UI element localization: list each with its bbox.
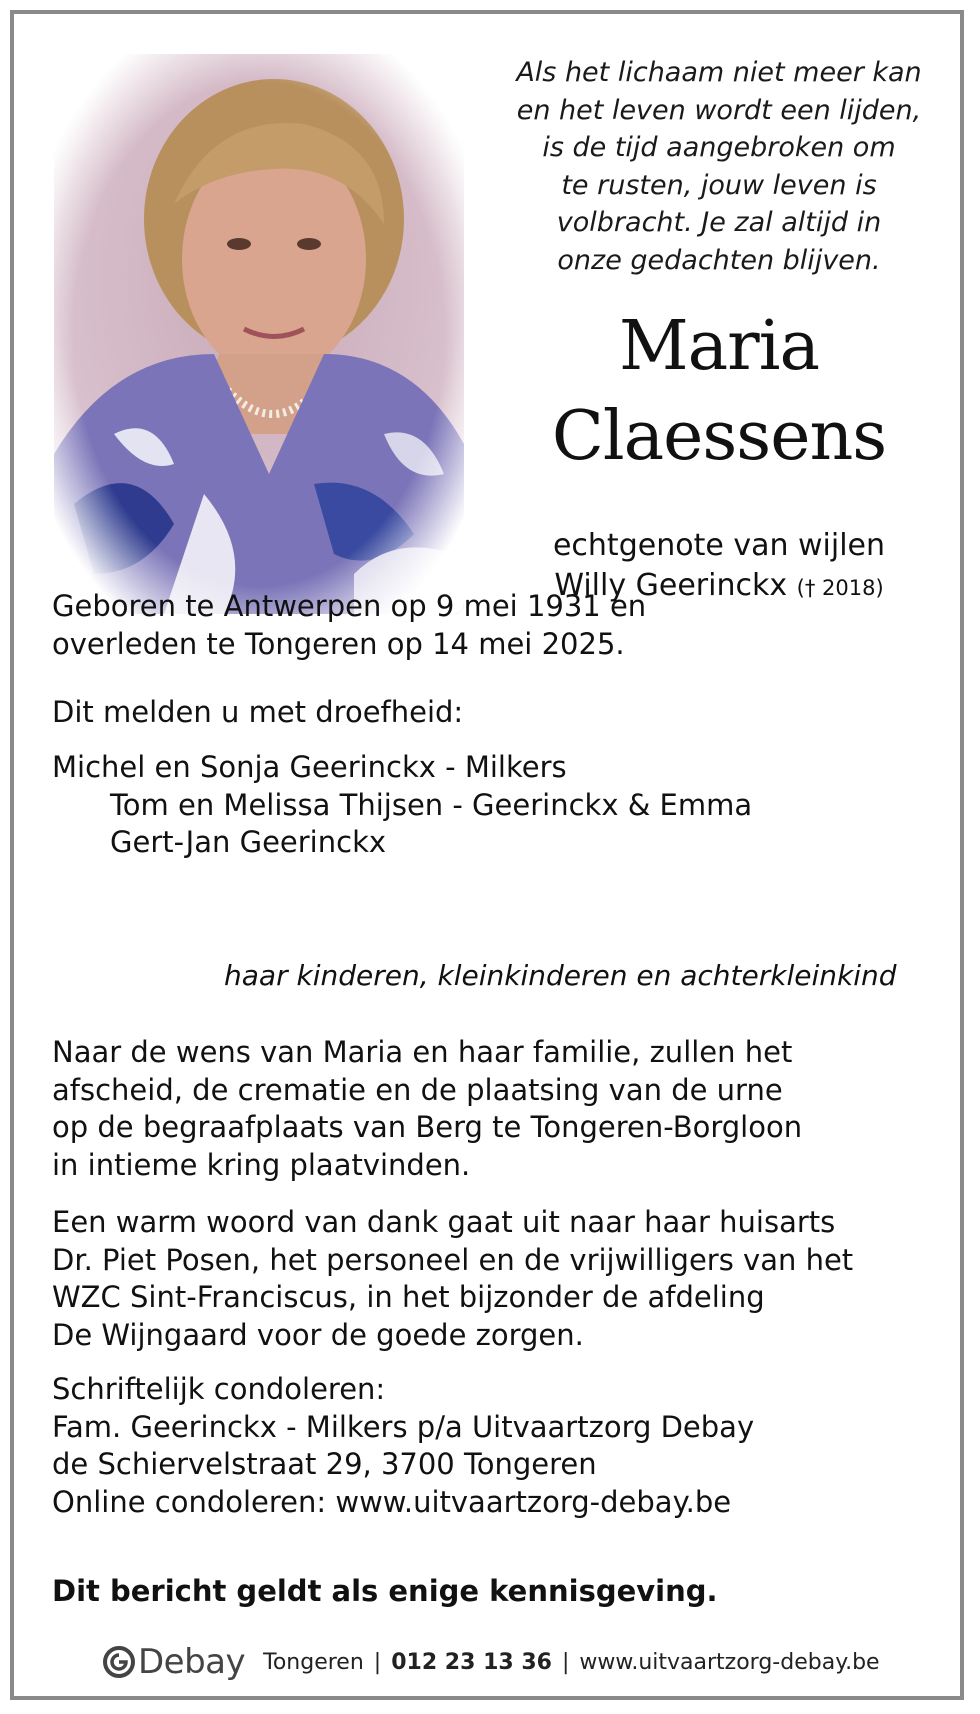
text-line: Schriftelijk condoleren:: [52, 1372, 386, 1406]
portrait-photo: [54, 54, 464, 614]
text-line: op de begraafplaats van Berg te Tongeren-Borgloon: [52, 1110, 803, 1144]
text-line: overleden te Tongeren op 14 mei 2025.: [52, 626, 625, 661]
text-line: Naar de wens van Maria en haar familie, zullen het: [52, 1035, 793, 1069]
poem-line: te rusten, jouw leven is: [561, 169, 877, 201]
text-line: Een warm woord van dank gaat uit naar haar huisarts: [52, 1205, 836, 1239]
poem-line: onze gedachten blijven.: [557, 244, 881, 276]
text-line: Online condoleren: www.uitvaartzorg-debay.be: [52, 1484, 732, 1519]
footer-separator: |: [373, 1649, 382, 1675]
text-line: Fam. Geerinckx - Milkers p/a Uitvaartzorg Debay: [52, 1409, 755, 1444]
birth-death-paragraph: [52, 588, 646, 663]
thanks-paragraph: [52, 1204, 853, 1354]
spouse-death-note: († 2018): [796, 576, 884, 600]
debay-logo-icon: [102, 1645, 136, 1679]
brand-name: Debay: [138, 1642, 246, 1682]
wish-paragraph: [52, 1034, 802, 1184]
poem-line: en het leven wordt een lijden,: [516, 94, 922, 126]
text-line: Geboren te Antwerpen op 9 mei 1931 en: [52, 589, 647, 623]
family-relations: haar kinderen, kleinkinderen en achterkleinkind: [224, 959, 897, 992]
family-sub: Tom en Melissa Thijsen - Geerinckx & Emma: [110, 787, 753, 822]
closing-statement: Dit bericht geldt als enige kennisgeving.: [52, 1574, 718, 1608]
text-line: Dr. Piet Posen, het personeel en de vrijwilligers van het: [52, 1242, 854, 1277]
last-name: Claessens: [551, 397, 887, 476]
spouse-name: Willy Geerinckx: [554, 568, 788, 603]
text-line: Dit melden u met droefheid:: [52, 695, 464, 729]
text-line: in intieme kring plaatvinden.: [52, 1147, 471, 1182]
footer-separator: |: [561, 1649, 570, 1675]
family-sub: Gert-Jan Geerinckx: [110, 825, 387, 859]
deceased-name: [494, 302, 944, 482]
spouse-line: echtgenote van wijlen: [552, 528, 886, 563]
family-main: Michel en Sonja Geerinckx - Milkers: [52, 750, 567, 784]
debay-logo: [102, 1642, 245, 1682]
announce-line: [52, 694, 463, 732]
obituary-card: [10, 10, 964, 1700]
poem-line: volbracht. Je zal altijd in: [556, 207, 882, 238]
poem-line: is de tijd aangebroken om: [542, 132, 896, 163]
footer-website-link[interactable]: www.uitvaartzorg-debay.be: [579, 1649, 880, 1675]
footer: [102, 1640, 880, 1684]
text-line: WZC Sint-Franciscus, in het bijzonder de afdeling: [52, 1280, 765, 1314]
poem-line: Als het lichaam niet meer kan: [516, 57, 922, 88]
text-line: De Wijngaard voor de goede zorgen.: [52, 1317, 584, 1352]
poem: [474, 54, 964, 279]
text-line: afscheid, de crematie en de plaatsing van de urne: [52, 1072, 783, 1107]
first-name: Maria: [619, 307, 819, 386]
condolence-paragraph: [52, 1371, 754, 1521]
family-list: [52, 749, 752, 862]
footer-phone[interactable]: 012 23 13 36: [391, 1649, 552, 1675]
footer-city: Tongeren: [263, 1649, 364, 1675]
text-line: de Schiervelstraat 29, 3700 Tongeren: [52, 1447, 597, 1481]
